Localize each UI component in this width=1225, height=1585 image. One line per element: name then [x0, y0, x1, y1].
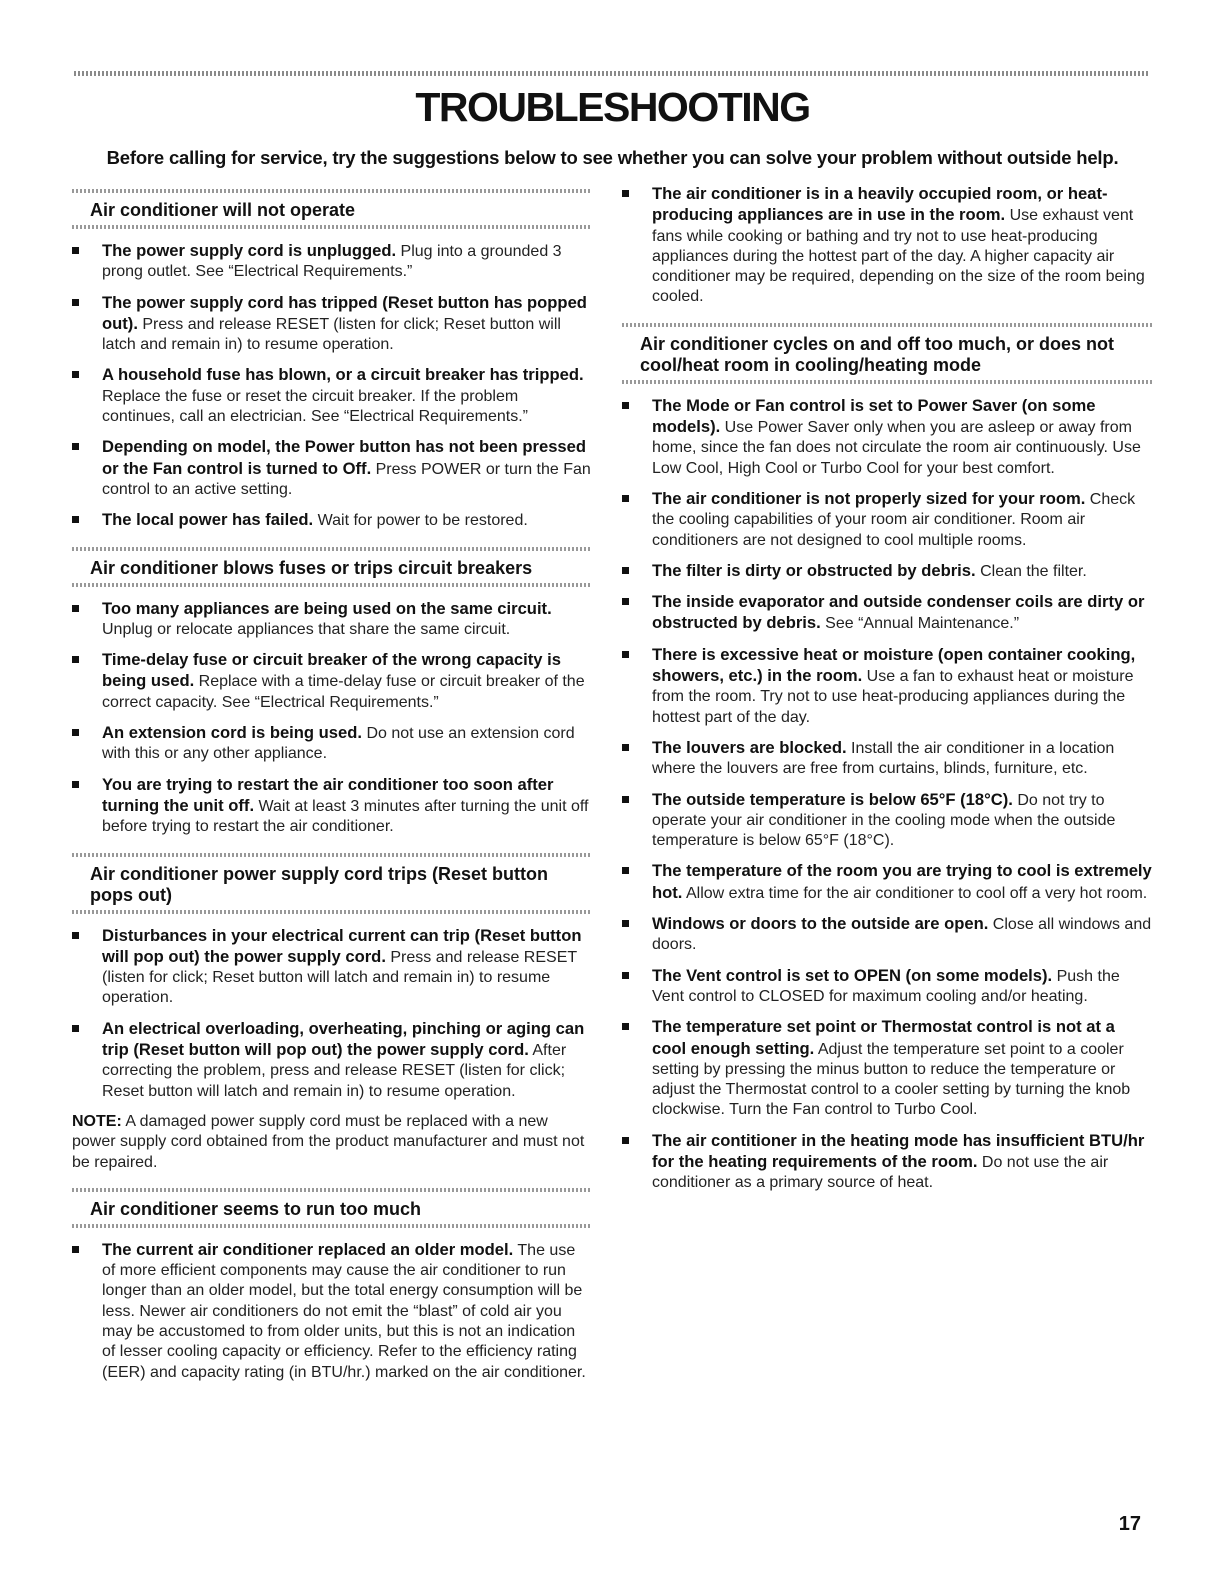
list-item [72, 599, 592, 641]
square-bullet-icon [72, 932, 79, 939]
section-header: Air conditioner will not operate [72, 186, 592, 231]
section-spacer [72, 1173, 592, 1185]
top-dotted-rule [74, 71, 1150, 76]
right-column [622, 184, 1152, 1194]
list-item [622, 592, 1152, 635]
item-lead: Depending on model, the Power button has not been pressed or the Fan control is turned to Off. [102, 437, 587, 478]
item-text: Use Power Saver only when you are asleep or away from home, since the fan does not circulate the room air continuously. Use Low Cool, High Cool or Turbo Cool for your best comfort. [652, 419, 1141, 477]
item-text: Press POWER or turn the Fan control to an active setting. [102, 460, 591, 498]
section-header: Air conditioner seems to run too much [72, 1185, 592, 1230]
item-text: Wait for power to be restored. [313, 512, 528, 530]
list-item [72, 437, 592, 500]
list-item [72, 510, 592, 531]
item-text: Press and release RESET (listen for click; Reset button will latch and remain in) to resume operation. [102, 315, 561, 354]
list-item [622, 561, 1152, 582]
item-text: Replace the fuse or reset the circuit breaker. If the problem continues, call an electrician. See “Electrical Requirements.” [102, 387, 528, 426]
list-item [72, 365, 592, 427]
item-lead: The Mode or Fan control is set to Power Saver (on some models). [652, 395, 1096, 437]
item-text: Adjust the temperature set point to a cooler setting by pressing the minus button to reduce the temperature or adjust the Thermostat control to a cooler setting by turning the knob clockwise. Turn the Fan control to Turbo Cool. [652, 1040, 1131, 1119]
list-item [622, 738, 1152, 780]
square-bullet-icon [622, 972, 629, 979]
list-item [72, 775, 592, 838]
item-text: Plug into a grounded 3 prong outlet. See “Electrical Requirements.” [102, 243, 562, 281]
item-lead: The power supply cord is unplugged. [102, 241, 397, 260]
page-title: TROUBLESHOOTING [415, 84, 810, 130]
left-column [72, 186, 592, 1383]
list-item [72, 1240, 592, 1383]
section-item-list [622, 396, 1152, 1194]
square-bullet-icon [622, 796, 629, 803]
troubleshooting-section [72, 186, 592, 532]
page-number: 17 [1118, 1513, 1141, 1535]
item-lead: The Vent control is set to OPEN (on some models). [652, 965, 1053, 985]
square-bullet-icon [622, 495, 629, 502]
item-text: After correcting the problem, press and release RESET (listen for click; Reset button will latch and remain in) to resume operation. [102, 1042, 567, 1100]
square-bullet-icon [622, 651, 629, 658]
list-item [622, 914, 1152, 956]
square-bullet-icon [622, 1023, 629, 1030]
item-lead: The current air conditioner replaced an older model. [102, 1239, 514, 1259]
list-item [622, 861, 1152, 904]
list-item [72, 1019, 592, 1102]
section-item-list [72, 599, 592, 838]
square-bullet-icon [72, 1246, 79, 1253]
section-spacer [622, 308, 1152, 320]
square-bullet-icon [72, 781, 79, 788]
item-lead: The inside evaporator and outside condenser coils are dirty or obstructed by debris. [652, 592, 1145, 633]
right-sections [622, 308, 1152, 1194]
troubleshooting-section [72, 532, 592, 838]
item-text: Unplug or relocate appliances that share the same circuit. [102, 620, 511, 638]
item-text: Allow extra time for the air conditioner to cool off a very hot room. [682, 884, 1148, 902]
list-item [622, 184, 1152, 308]
square-bullet-icon [72, 443, 79, 450]
square-bullet-icon [622, 567, 629, 574]
item-lead: Time-delay fuse or circuit breaker of the wrong capacity is being used. [102, 650, 561, 691]
section-item-list [72, 926, 592, 1102]
note-text: A damaged power supply cord must be replaced with a new power supply cord obtained from the product manufacturer and must not be repaired. [72, 1112, 585, 1171]
item-text: Do not try to operate your air conditioner in the cooling mode when the outside temperature is below 65°F (18°C). [652, 791, 1116, 850]
troubleshooting-section [72, 838, 592, 1173]
section-spacer [72, 532, 592, 544]
item-text: Press and release RESET (listen for click; Reset button will latch and remain in) to resume operation. [102, 948, 577, 1007]
square-bullet-icon [72, 605, 79, 612]
item-lead: Windows or doors to the outside are open. [652, 914, 989, 934]
item-lead: There is excessive heat or moisture (open container cooking, showers, etc.) in the room. [652, 644, 1136, 686]
item-lead: The outside temperature is below 65°F (18°C). [652, 789, 1013, 809]
item-text: Use exhaust vent fans while cooking or bathing and try not to use heat-producing appliances during the hottest part of the day. A higher capacity air conditioner may be required, depending on the size of the room being cooled. [652, 207, 1145, 306]
item-lead: A household fuse has blown, or a circuit breaker has tripped. [102, 365, 584, 385]
square-bullet-icon [622, 867, 629, 874]
item-lead: An extension cord is being used. [102, 723, 363, 743]
item-lead: The power supply cord has tripped (Reset button has popped out). [102, 292, 587, 333]
item-text: The use of more efficient components may cause the air conditioner to run longer than an older model, but the total energy consumption will be less. Newer air conditioners do not emit the “blast” of cold air you may be accustomed to from older units, but this is not an indication of lesser cooling capacity or efficiency. Refer to the efficiency rating (EER) and capacity rating (in BTU/hr.) marked on the air conditioner. [102, 1241, 586, 1381]
section-item-list [72, 241, 592, 532]
square-bullet-icon [622, 402, 629, 409]
list-item [72, 926, 592, 1009]
list-item [622, 645, 1152, 728]
item-text: Push the Vent control to CLOSED for maximum cooling and/or heating. [652, 967, 1120, 1005]
item-lead: The air conditioner is not properly sized for your room. [652, 488, 1086, 508]
item-lead: Disturbances in your electrical current can trip (Reset button will pop out) the power supply cord. [102, 925, 582, 966]
list-item [72, 241, 592, 283]
troubleshooting-section [622, 308, 1152, 1194]
troubleshooting-section [72, 1173, 592, 1383]
intro-text: Before calling for service, try the suggestions below to see whether you can solve your problem without outside help. [106, 147, 1119, 168]
item-text: Close all windows and doors. [652, 916, 1152, 954]
item-lead: Too many appliances are being used on the same circuit. [102, 598, 552, 618]
square-bullet-icon [72, 299, 79, 306]
square-bullet-icon [622, 744, 629, 751]
item-text: See “Annual Maintenance.” [820, 615, 1020, 633]
list-item [622, 396, 1152, 479]
section-header: Air conditioner power supply cord trips (Reset button pops out) [72, 850, 592, 916]
list-item [72, 723, 592, 765]
square-bullet-icon [622, 1137, 629, 1144]
item-lead: You are trying to restart the air conditioner too soon after turning the unit off. [102, 774, 554, 815]
square-bullet-icon [72, 1025, 79, 1032]
section-header: Air conditioner cycles on and off too much, or does not cool/heat room in cooling/heating mode [622, 320, 1152, 386]
list-item [622, 1017, 1152, 1120]
item-lead: The filter is dirty or obstructed by debris. [652, 560, 976, 580]
section-spacer [72, 838, 592, 850]
section-header: Air conditioner blows fuses or trips circuit breakers [72, 544, 592, 589]
item-lead: An electrical overloading, overheating, pinching or aging can trip (Reset button will pop out) the power supply cord. [102, 1018, 585, 1060]
note [72, 1112, 592, 1173]
item-text: Clean the filter. [975, 562, 1087, 580]
item-text: Do not use the air conditioner as a primary source of heat. [652, 1153, 1109, 1192]
square-bullet-icon [622, 598, 629, 605]
item-lead: The local power has failed. [102, 510, 314, 530]
square-bullet-icon [622, 920, 629, 927]
square-bullet-icon [622, 190, 629, 197]
list-item [622, 489, 1152, 551]
item-text: Replace with a time-delay fuse or circuit breaker of the correct capacity. See “Electrical Requirements.” [102, 673, 585, 711]
square-bullet-icon [72, 656, 79, 663]
item-text: Check the cooling capabilities of your room air conditioner. Room air conditioners are not designed to cool multiple rooms. [652, 490, 1136, 549]
item-lead: The air contitioner in the heating mode has insufficient BTU/hr for the heating requirements of the room. [652, 1130, 1145, 1171]
note-label: NOTE: [72, 1112, 122, 1130]
list-item [622, 966, 1152, 1008]
list-item [622, 1131, 1152, 1194]
square-bullet-icon [72, 247, 79, 254]
list-item [72, 293, 592, 356]
item-text: Do not use an extension cord with this or any other appliance. [102, 725, 575, 763]
right-top-list [622, 184, 1152, 308]
item-lead: The temperature set point or Thermostat control is not at a cool enough setting. [652, 1017, 1115, 1058]
section-item-list [72, 1240, 592, 1383]
item-text: Install the air conditioner in a location where the louvers are free from curtains, blinds, furniture, etc. [652, 739, 1115, 778]
square-bullet-icon [72, 371, 79, 378]
list-item [622, 790, 1152, 852]
item-lead: The louvers are blocked. [652, 737, 847, 757]
item-text: Wait at least 3 minutes after turning the unit off before trying to restart the air conditioner. [102, 797, 589, 836]
item-lead: The temperature of the room you are trying to cool is extremely hot. [652, 861, 1152, 902]
square-bullet-icon [72, 516, 79, 523]
item-text: Use a fan to exhaust heat or moisture from the room. Try not to use heat-producing appliances during the hottest part of the day. [652, 668, 1134, 726]
square-bullet-icon [72, 729, 79, 736]
item-lead: The air conditioner is in a heavily occupied room, or heat-producing appliances are in use in the room. [652, 184, 1108, 225]
list-item [72, 650, 592, 713]
